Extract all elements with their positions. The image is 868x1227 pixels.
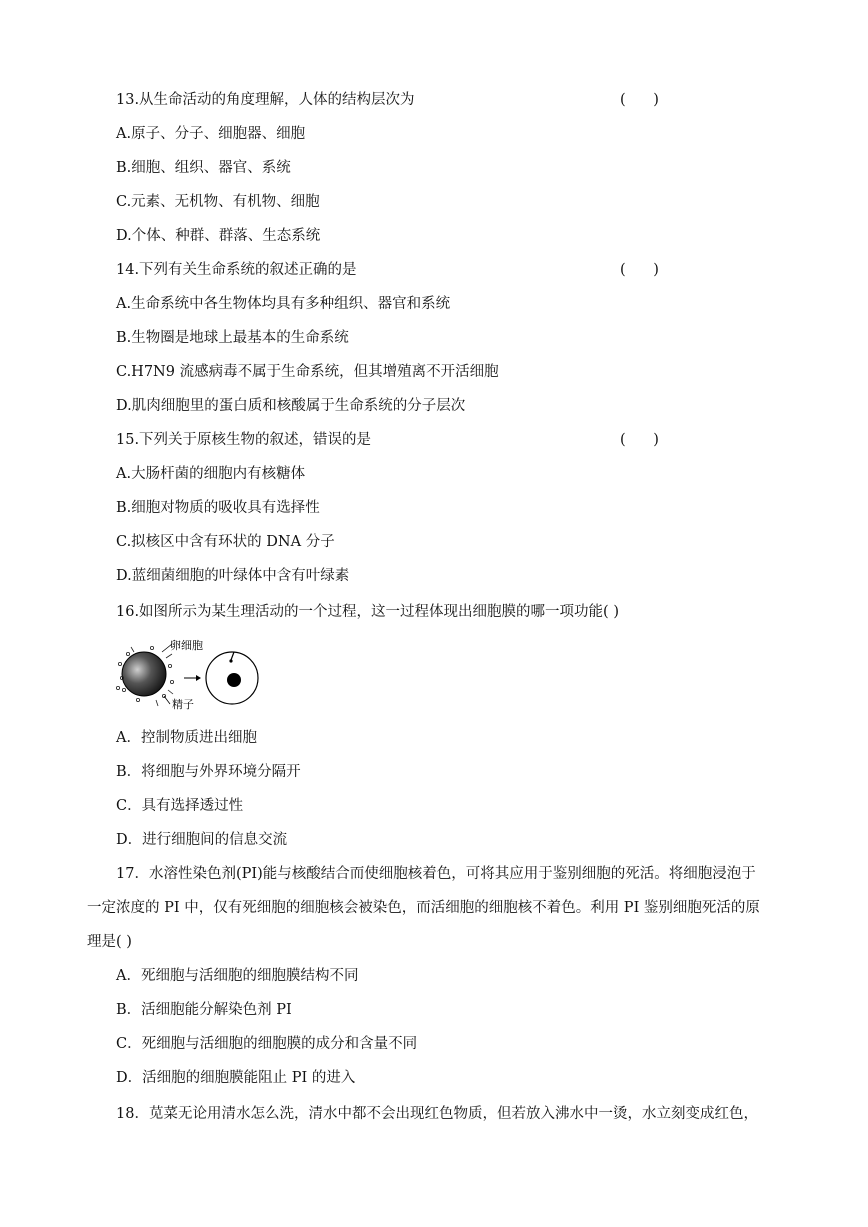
option-c: C．具有选择透过性 xyxy=(116,798,244,814)
option-c: C.H7N9 流感病毒不属于生命系统，但其增殖离不开活细胞 xyxy=(116,364,499,380)
option-d: D.肌肉细胞里的蛋白质和核酸属于生命系统的分子层次 xyxy=(116,398,466,414)
question-13-stem: 13.从生命活动的角度理解，人体的结构层次为 xyxy=(116,92,415,108)
option-d: D.蓝细菌细胞的叶绿体中含有叶绿素 xyxy=(116,568,350,584)
option-a: A.生命系统中各生物体均具有多种组织、器官和系统 xyxy=(116,296,451,312)
question-17-stem-line-1: 17．水溶性染色剂(PI)能与核酸结合而使细胞核着色，可将其应用于鉴别细胞的死活。将细胞浸泡于 xyxy=(116,866,756,882)
question-14-stem: 14.下列有关生命系统的叙述正确的是 xyxy=(116,262,357,278)
option-b: B.细胞对物质的吸收具有选择性 xyxy=(116,500,320,516)
option-d: D．进行细胞间的信息交流 xyxy=(116,832,288,848)
option-b: B.生物圈是地球上最基本的生命系统 xyxy=(116,330,349,346)
question-17-stem-line-2: 一定浓度的 PI 中，仅有死细胞的细胞核会被染色，而活细胞的细胞核不着色。利用 PI 鉴别细胞死活的原 xyxy=(87,900,760,916)
answer-bracket: ( ) xyxy=(620,262,659,278)
option-c: C.元素、无机物、有机物、细胞 xyxy=(116,194,320,210)
answer-bracket: ( ) xyxy=(620,432,659,448)
nucleus xyxy=(227,673,241,687)
question-17-stem-line-3: 理是( ) xyxy=(87,934,132,950)
sperm-label: 精子 xyxy=(172,698,194,710)
question-15-stem: 15.下列关于原核生物的叙述，错误的是 xyxy=(116,432,372,448)
option-c: C.拟核区中含有环状的 DNA 分子 xyxy=(116,534,335,550)
fertilization-diagram xyxy=(112,638,272,710)
option-b: B.细胞、组织、器官、系统 xyxy=(116,160,291,176)
fertilization-figure xyxy=(112,638,272,710)
egg-cell xyxy=(122,652,166,696)
option-a: A.原子、分子、细胞器、细胞 xyxy=(116,126,306,142)
option-d: D.个体、种群、群落、生态系统 xyxy=(116,228,321,244)
question-16-stem: 16.如图所示为某生理活动的一个过程，这一过程体现出细胞膜的哪一项功能( ) xyxy=(116,604,619,620)
option-c: C．死细胞与活细胞的细胞膜的成分和含量不同 xyxy=(116,1036,418,1052)
egg-label: 卵细胞 xyxy=(170,639,203,652)
option-a: A.大肠杆菌的细胞内有核糖体 xyxy=(116,466,306,482)
sperm-label-line xyxy=(164,696,170,704)
option-d: D．活细胞的细胞膜能阻止 PI 的进入 xyxy=(116,1070,356,1086)
option-a: A．死细胞与活细胞的细胞膜结构不同 xyxy=(116,968,359,984)
arrow-head-icon xyxy=(196,675,201,681)
answer-bracket: ( ) xyxy=(620,92,659,108)
option-b: B．活细胞能分解染色剂 PI xyxy=(116,1002,292,1018)
option-b: B．将细胞与外界环境分隔开 xyxy=(116,764,301,780)
question-18-stem-line-1: 18．苋菜无论用清水怎么洗，清水中都不会出现红色物质，但若放入沸水中一烫，水立刻变成红色， xyxy=(116,1106,758,1122)
option-a: A．控制物质进出细胞 xyxy=(116,730,257,746)
